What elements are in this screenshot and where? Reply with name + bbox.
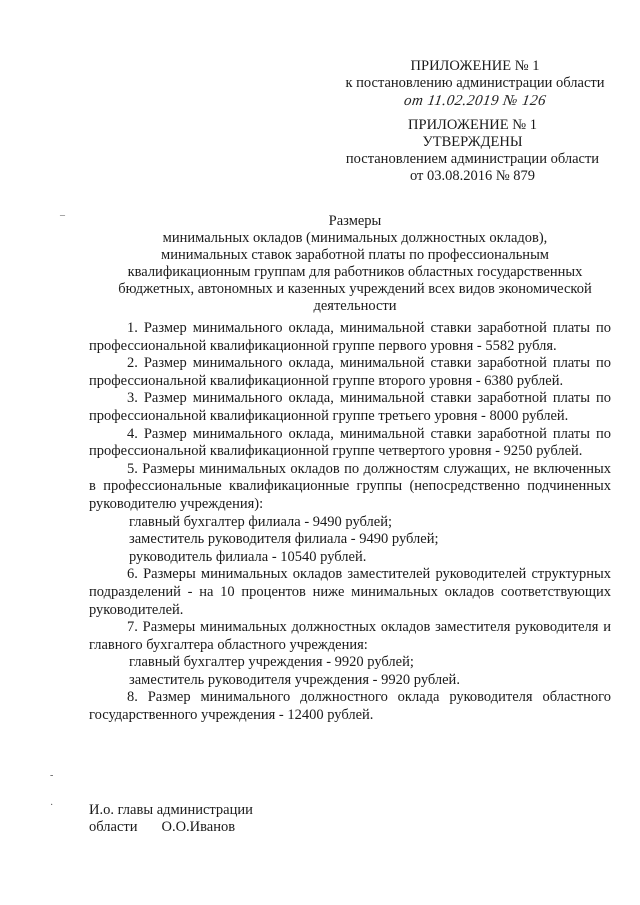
appendix-resolution-line: к постановлению администрации области [345, 75, 605, 91]
appendix-header-original [330, 117, 615, 185]
list-item: заместитель руководителя учреждения - 9920 рублей. [129, 671, 460, 688]
paragraph-5: 5. Размеры минимальных окладов по должностям служащих, не включенных в профессиональные квалификационные группы (непосредственно подчиненных руководителю учреждения): [89, 460, 611, 512]
title-line: минимальных окладов (минимальных должностных окладов), [162, 230, 548, 246]
signatory-name: О.О.Иванов [161, 819, 236, 835]
scan-mark: – [60, 210, 65, 221]
scan-mark: · [50, 800, 54, 811]
appendix-header-current [340, 58, 610, 110]
paragraph-6: 6. Размеры минимальных окладов заместителей руководителей структурных подразделений - на 10 процентов ниже минимальных окладов соответствующих руководителей. [89, 566, 611, 618]
title-line: минимальных ставок заработной платы по профессиональным [161, 247, 549, 263]
paragraph-8: 8. Размер минимального должностного оклада руководителя областного государственного учреждения - 12400 рублей. [89, 689, 611, 724]
paragraph-7: 7. Размеры минимальных должностных окладов заместителя руководителя и главного бухгалтера областного учреждения: [89, 619, 611, 653]
paragraph-2: 2. Размер минимального оклада, минимальной ставки заработной платы по профессиональной квалификационной группе второго уровня - 6380 рублей. [89, 355, 611, 389]
handwritten-date-number: от 11.02.2019 № 126 [402, 93, 548, 109]
list-item: руководитель филиала - 10540 рублей. [129, 548, 367, 565]
document-title [105, 213, 605, 315]
title-line: бюджетных, автономных и казенных учреждений всех видов экономической [118, 281, 592, 297]
approved-date-line: от 03.08.2016 № 879 [409, 168, 536, 184]
appendix-title: ПРИЛОЖЕНИЕ № 1 [408, 117, 537, 133]
scan-mark: - [50, 770, 54, 781]
appendix-title: ПРИЛОЖЕНИЕ № 1 [410, 58, 540, 74]
title-line: деятельности [313, 298, 397, 314]
paragraph-1: 1. Размер минимального оклада, минимальной ставки заработной платы по профессиональной квалификационной группе первого уровня - 5582 рубля. [89, 320, 611, 354]
signature-block [89, 802, 253, 836]
list-item: главный бухгалтер филиала - 9490 рублей; [129, 513, 393, 530]
paragraph-4: 4. Размер минимального оклада, минимальной ставки заработной платы по профессиональной квалификационной группе четвертого уровня - 9250 рублей. [89, 425, 611, 460]
paragraph-3: 3. Размер минимального оклада, минимальной ставки заработной платы по профессиональной квалификационной группе третьего уровня - 8000 рублей. [89, 390, 611, 424]
signatory-position-cont: области [89, 819, 138, 835]
title-line: квалификационным группам для работников областных государственных [127, 264, 583, 280]
signatory-position: И.о. главы администрации [89, 802, 253, 818]
list-item: заместитель руководителя филиала - 9490 рублей; [129, 531, 439, 548]
approved-by-line: постановлением администрации области [345, 151, 600, 167]
document-body [89, 320, 611, 725]
list-item: главный бухгалтер учреждения - 9920 рублей; [129, 654, 414, 671]
approved-label: УТВЕРЖДЕНЫ [422, 134, 523, 150]
title-line: Размеры [328, 213, 382, 229]
